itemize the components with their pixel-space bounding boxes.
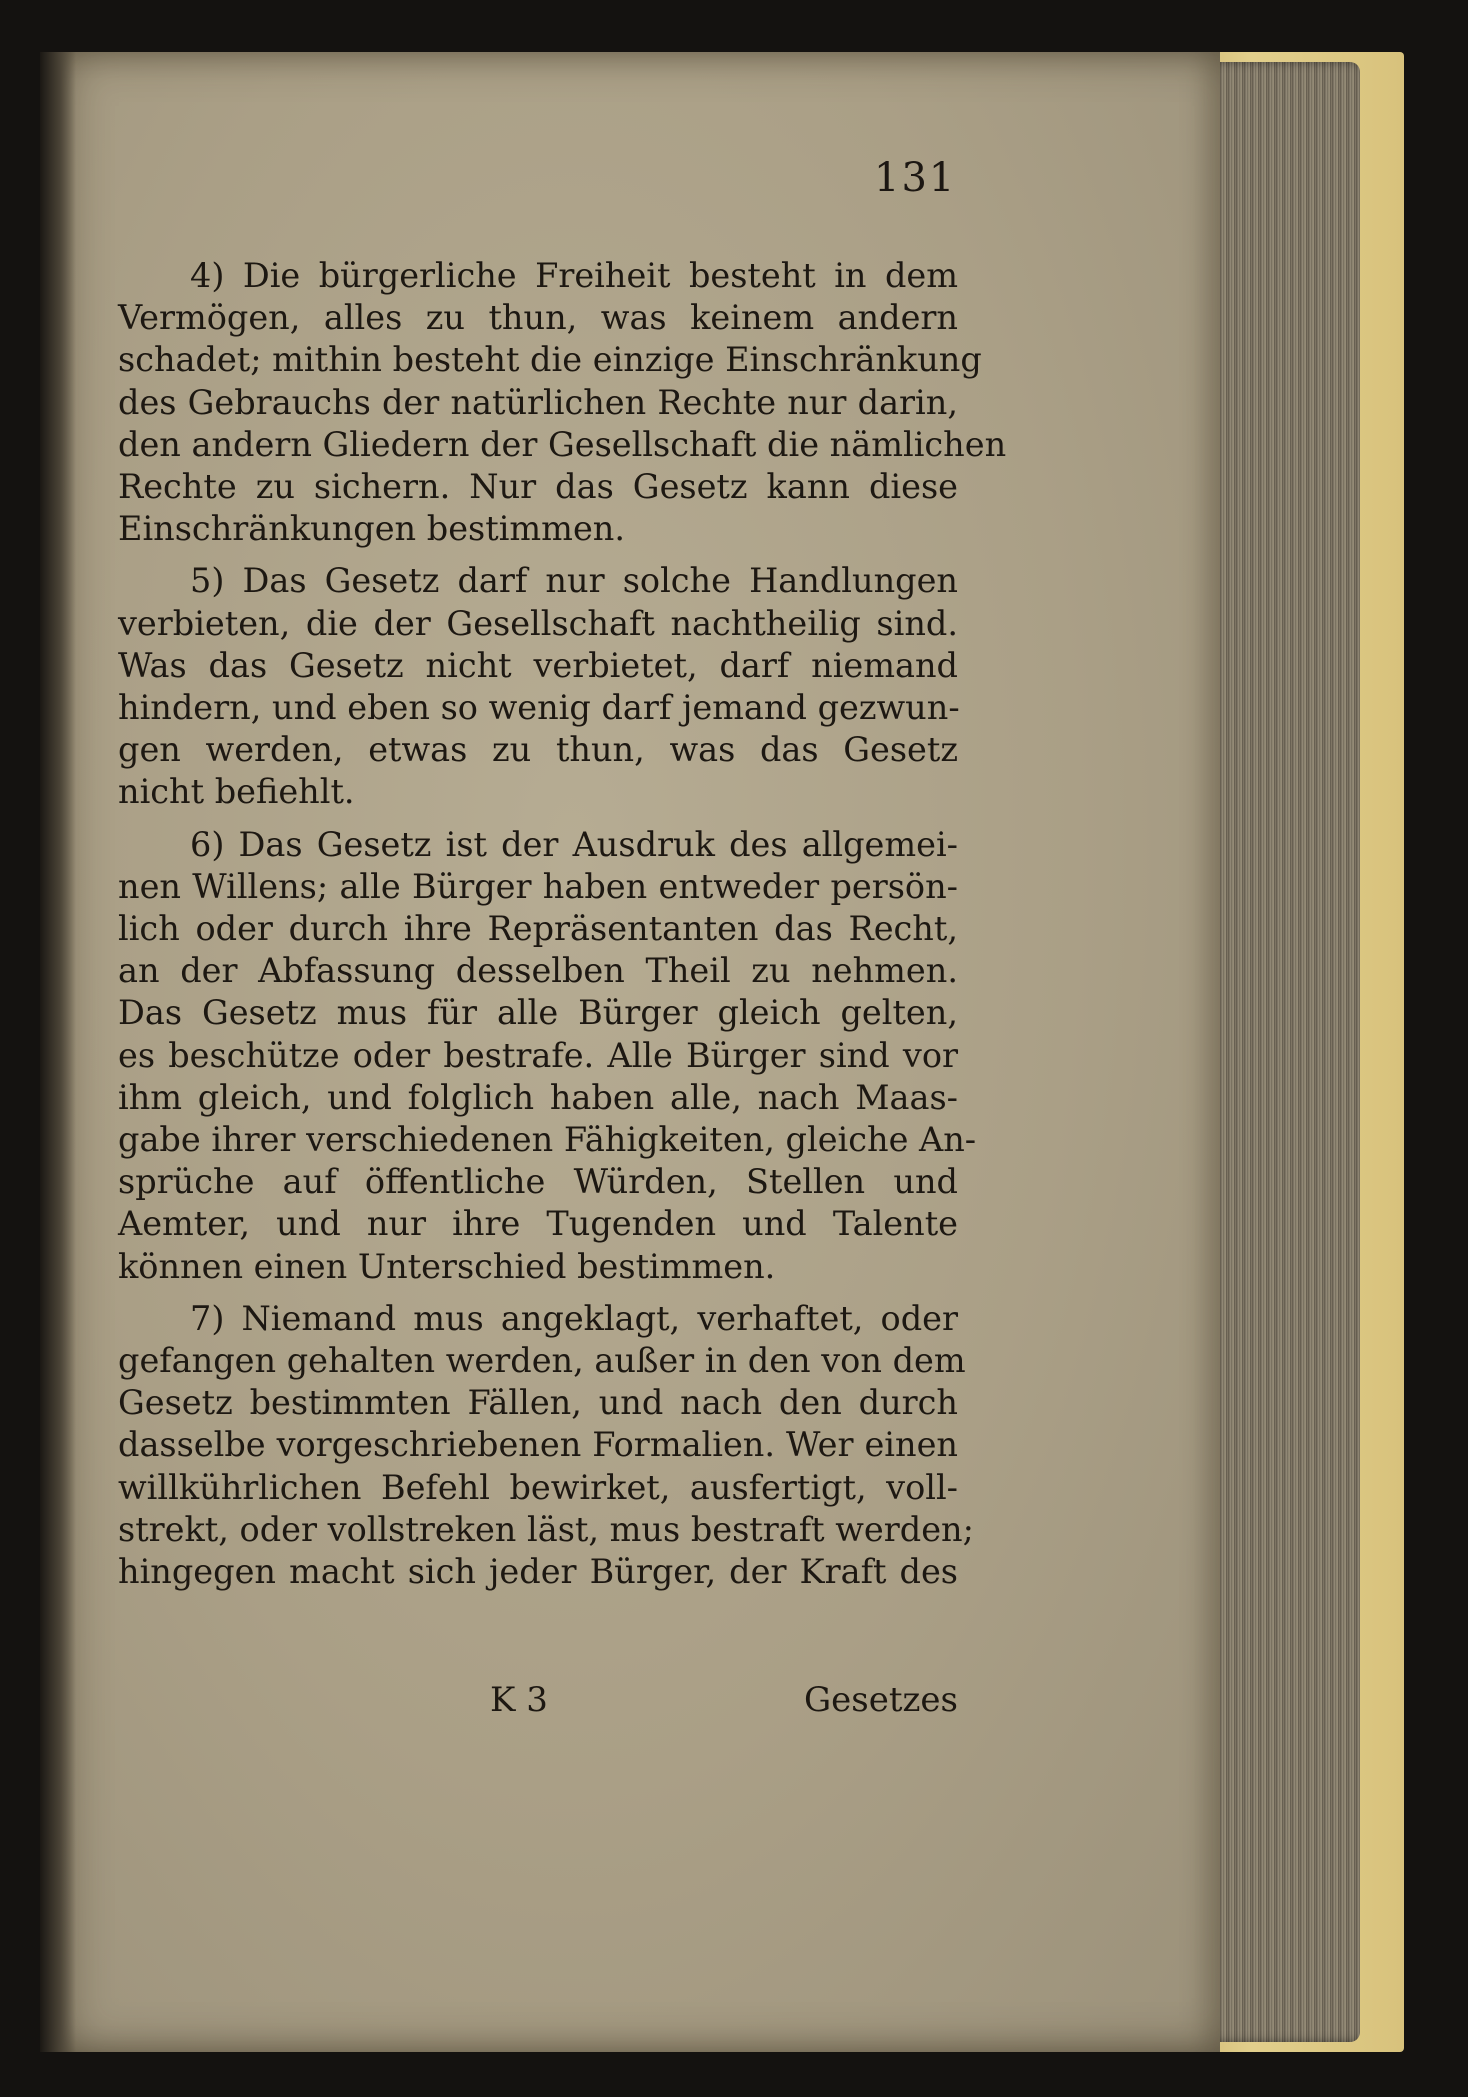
text-line: Rechte zu sichern. Nur das Gesetz kann diese bbox=[118, 467, 958, 507]
text-line: des Gebrauchs der natürlichen Rechte nur darin, bbox=[118, 382, 958, 422]
text-line: hindern, und eben so wenig darf jemand gezwun- bbox=[118, 688, 960, 728]
page-gutter bbox=[40, 52, 76, 2052]
text-line: 5) Das Gesetz darf nur solche Handlungen bbox=[190, 561, 958, 601]
text-line: Gesetz bestimmten Fällen, und nach den durch bbox=[118, 1383, 958, 1423]
text-line: können einen Unterschied bestimmen. bbox=[118, 1246, 776, 1286]
text-line: Das Gesetz mus für alle Bürger gleich gelten, bbox=[118, 993, 958, 1033]
text-line: Aemter, und nur ihre Tugenden und Talente bbox=[118, 1204, 958, 1244]
text-line: Einschränkungen bestimmen. bbox=[118, 509, 625, 549]
text-line: 4) Die bürgerliche Freiheit besteht in dem bbox=[190, 256, 958, 295]
text-line: verbieten, die der Gesellschaft nachtheilig sind. bbox=[118, 603, 958, 643]
text-line: Vermögen, alles zu thun, was keinem andern bbox=[118, 298, 958, 338]
text-line: gefangen gehalten werden, außer in den von dem bbox=[118, 1341, 966, 1381]
text-line: nicht befiehlt. bbox=[118, 772, 355, 812]
text-line: 7) Niemand mus angeklagt, verhaftet, oder bbox=[190, 1298, 958, 1338]
signature-mark: K 3 bbox=[490, 1680, 548, 1720]
page-number: 131 bbox=[874, 155, 957, 201]
text-line: den andern Gliedern der Gesellschaft die nämlichen bbox=[118, 424, 1007, 464]
text-line: es beschütze oder bestrafe. Alle Bürger sind vor bbox=[118, 1035, 958, 1075]
paragraph-6 bbox=[118, 824, 977, 1288]
catchword: Gesetzes bbox=[804, 1680, 958, 1720]
text-line: dasselbe vorgeschriebenen Formalien. Wer einen bbox=[118, 1425, 958, 1465]
paragraph-7 bbox=[118, 1298, 974, 1593]
text-line: hingegen macht sich jeder Bürger, der Kraft des bbox=[118, 1552, 958, 1592]
text-line: an der Abfassung desselben Theil zu nehmen. bbox=[118, 951, 958, 991]
paragraph-5 bbox=[118, 560, 958, 813]
text-line: gabe ihrer verschiedenen Fähigkeiten, gleiche An- bbox=[118, 1120, 977, 1160]
text-line: Was das Gesetz nicht verbietet, darf niemand bbox=[118, 645, 958, 685]
text-line: lich oder durch ihre Repräsentanten das Recht, bbox=[118, 909, 958, 949]
text-line: schadet; mithin besteht die einzige Einschränkung bbox=[118, 340, 982, 380]
body-text bbox=[118, 255, 1007, 1603]
text-line: gen werden, etwas zu thun, was das Gesetz bbox=[118, 730, 958, 770]
text-line: 6) Das Gesetz ist der Ausdruk des allgemei- bbox=[190, 824, 958, 864]
paragraph-4 bbox=[118, 255, 1007, 550]
text-line: strekt, oder vollstreken läst, mus bestraft werden; bbox=[118, 1509, 974, 1549]
text-line: ihm gleich, und folglich haben alle, nach Maas- bbox=[118, 1077, 958, 1117]
text-line: sprüche auf öffentliche Würden, Stellen und bbox=[118, 1162, 958, 1202]
text-line: willkührlichen Befehl bewirket, ausfertigt, voll- bbox=[118, 1467, 958, 1507]
text-line: nen Willens; alle Bürger haben entweder persön- bbox=[118, 866, 958, 906]
